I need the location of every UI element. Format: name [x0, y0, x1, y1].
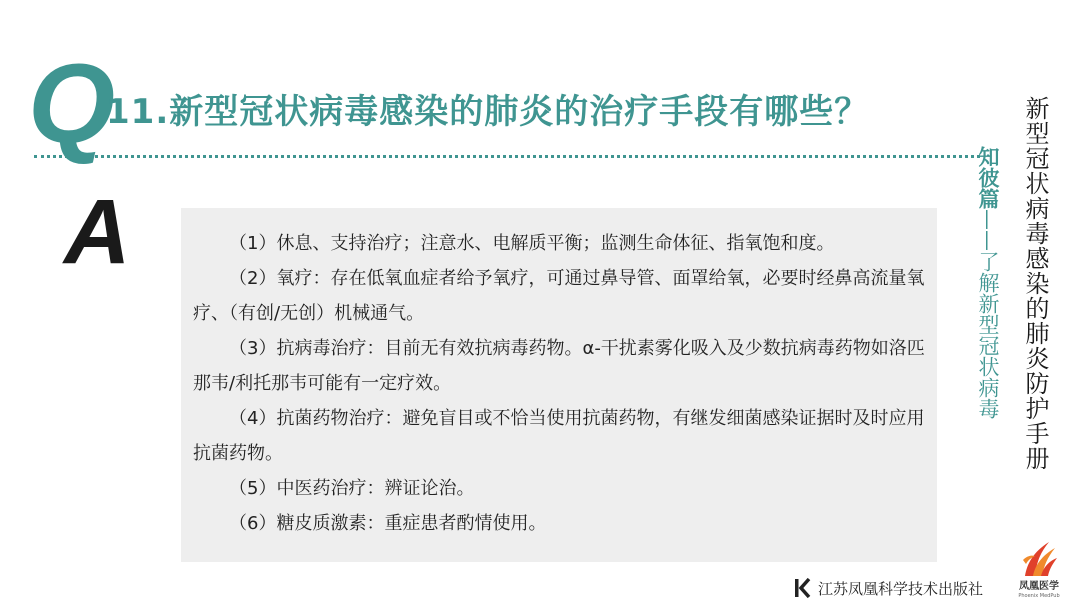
answer-item-3: （3）抗病毒治疗：目前无有效抗病毒药物。α-干扰素雾化吸入及少数抗病毒药物如洛匹那韦/利托那韦可能有一定疗效。 [193, 338, 925, 394]
answer-item-2: （2）氧疗：存在低氧血症者给予氧疗，可通过鼻导管、面罩给氧，必要时经鼻高流量氧疗、（有创/无创）机械通气。 [193, 268, 925, 324]
answer-letter: A [64, 181, 131, 283]
page-title: 11.新型冠状病毒感染的肺炎的治疗手段有哪些？ [106, 92, 870, 132]
publisher-logo-icon [794, 577, 812, 599]
publisher [794, 574, 983, 602]
phoenix-logo-icon [1019, 536, 1059, 580]
answer-box [181, 208, 937, 562]
brand-subtitle: Phoenix MedPub [1018, 593, 1060, 599]
book-title: 新型冠状病毒感染的肺炎防护手册 [1021, 96, 1049, 471]
question-letter: Q [28, 41, 116, 166]
answer-item-1: （1）休息、支持治疗；注意水、电解质平衡；监测生命体征、指氧饱和度。 [229, 233, 835, 254]
dotted-divider [34, 155, 980, 158]
brand-name: 凤凰医学 [1019, 581, 1059, 592]
section-label [974, 146, 1002, 419]
section-subtitle: ——了解新型冠状病毒 [976, 209, 1000, 419]
answer-item-4: （4）抗菌药物治疗：避免盲目或不恰当使用抗菌药物，有继发细菌感染证据时及时应用抗菌药物。 [193, 408, 925, 464]
answer-item-6: （6）糖皮质激素：重症患者酌情使用。 [229, 513, 547, 534]
section-name: 知彼篇 [976, 146, 1000, 209]
publisher-name: 江苏凤凰科学技术出版社 [818, 579, 984, 598]
answer-item-5: （5）中医药治疗：辨证论治。 [229, 478, 475, 499]
brand-logo [1016, 536, 1062, 602]
